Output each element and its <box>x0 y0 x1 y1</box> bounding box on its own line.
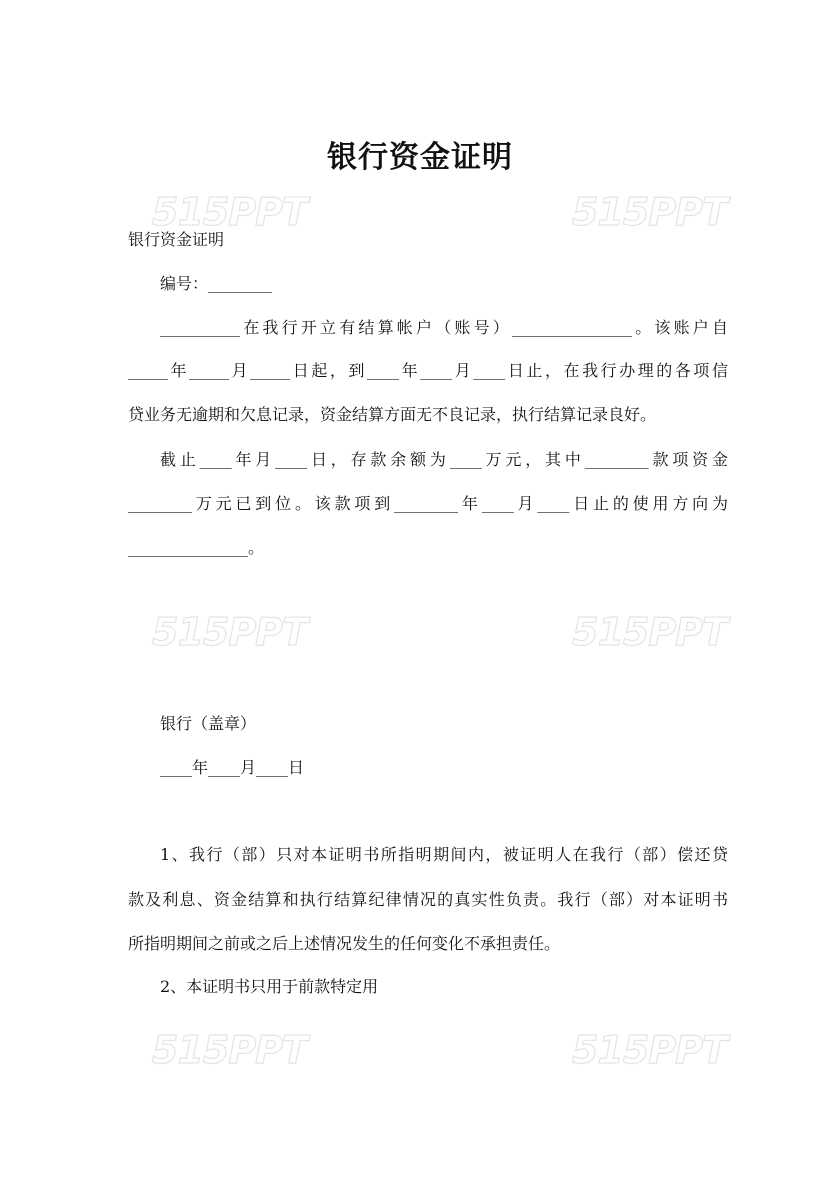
bank-seal-label: 银行（盖章） <box>160 714 257 733</box>
document-title: 银行资金证明 <box>327 140 513 175</box>
note-line: 款及利息、资金结算和执行结算纪律情况的真实性负责。我行（部）对本证明书 <box>128 890 728 909</box>
paragraph-deposit-line: ________万元已到位。该款项到________年____月____日止的使用方向为 <box>128 494 728 513</box>
signature-date: ____年____月____日 <box>160 758 305 777</box>
watermark: 515PPT <box>152 1028 307 1072</box>
paragraph-deposit-line: 截止____年月____日，存款余额为____万元，其中________款项资金 <box>160 450 728 469</box>
note-line: 所指明期间之前或之后上述情况发生的任何变化不承担责任。 <box>128 934 561 953</box>
watermark: 515PPT <box>152 190 307 234</box>
paragraph-account-line: 贷业务无逾期和欠息记录，资金结算方面无不良记录，执行结算记录良好。 <box>128 405 657 424</box>
note-line: 1、我行（部）只对本证明书所指明期间内，被证明人在我行（部）偿还贷 <box>160 845 728 864</box>
watermark: 515PPT <box>152 610 307 654</box>
watermark: 515PPT <box>572 610 727 654</box>
watermark: 515PPT <box>572 190 727 234</box>
certificate-number: 编号：________ <box>160 274 273 293</box>
paragraph-deposit-line: _______________。 <box>128 538 265 557</box>
note-line: 2、本证明书只用于前款特定用 <box>160 977 379 996</box>
watermark: 515PPT <box>572 1028 727 1072</box>
paragraph-account-line: _____年_____月_____日起，到____年____月____日止，在我行办理的各项信 <box>128 361 728 380</box>
document-subtitle: 银行资金证明 <box>128 230 225 249</box>
paragraph-account-line: __________在我行开立有结算帐户（账号）_______________。该账户自 <box>160 318 728 337</box>
